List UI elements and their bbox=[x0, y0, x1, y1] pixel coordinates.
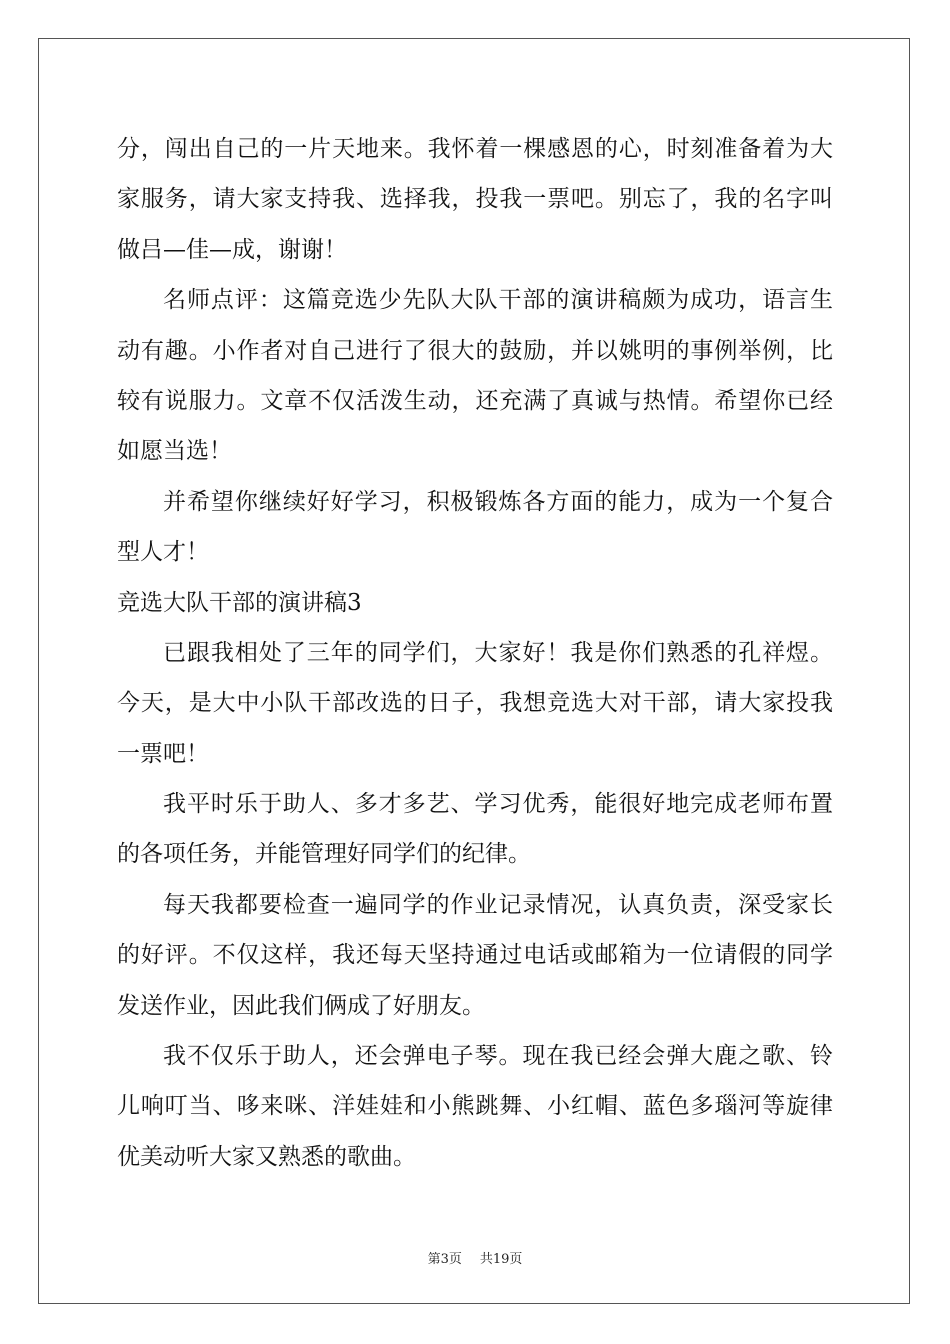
text-line: 优美动听大家又熟悉的歌曲。 bbox=[117, 1143, 416, 1170]
document-body bbox=[117, 124, 833, 1182]
text-line: 动有趣。小作者对自己进行了很大的鼓励，并以姚明的事例举例，比 bbox=[117, 337, 833, 364]
paragraph-start-line: 名师点评：这篇竞选少先队大队干部的演讲稿颇为成功，语言生 bbox=[163, 287, 833, 314]
page-number: 第3页 bbox=[427, 1252, 462, 1267]
text-line: 今天，是大中小队干部改选的日子，我想竞选大对干部，请大家投我 bbox=[117, 690, 833, 717]
text-line: 的各项任务，并能管理好同学们的纪律。 bbox=[117, 841, 531, 868]
page-footer bbox=[0, 1248, 950, 1267]
page-total: 共19页 bbox=[479, 1252, 523, 1267]
paragraph-start-line: 我平时乐于助人、多才多艺、学习优秀，能很好地完成老师布置 bbox=[163, 791, 833, 818]
paragraph-start-line: 并希望你继续好好学习，积极锻炼各方面的能力，成为一个复合 bbox=[163, 488, 833, 515]
section-heading: 竞选大队干部的演讲稿3 bbox=[117, 589, 362, 616]
text-line: 的好评。不仅这样，我还每天坚持通过电话或邮箱为一位请假的同学 bbox=[117, 942, 833, 969]
text-line: 一票吧！ bbox=[117, 740, 209, 767]
text-line: 儿响叮当、哆来咪、洋娃娃和小熊跳舞、小红帽、蓝色多瑙河等旋律 bbox=[117, 1093, 833, 1120]
text-line: 做吕—佳—成，谢谢！ bbox=[117, 236, 347, 263]
text-line: 较有说服力。文章不仅活泼生动，还充满了真诚与热情。希望你已经 bbox=[117, 387, 833, 414]
text-line: 如愿当选！ bbox=[117, 438, 232, 465]
text-line: 家服务，请大家支持我、选择我，投我一票吧。别忘了，我的名字叫 bbox=[117, 186, 833, 213]
text-line: 分，闯出自己的一片天地来。我怀着一棵感恩的心，时刻准备着为大 bbox=[117, 136, 833, 162]
paragraph-start-line: 已跟我相处了三年的同学们，大家好！我是你们熟悉的孔祥煜。 bbox=[163, 639, 833, 666]
paragraph-start-line: 每天我都要检查一遍同学的作业记录情况，认真负责，深受家长 bbox=[163, 891, 833, 918]
paragraph-start-line: 我不仅乐于助人，还会弹电子琴。现在我已经会弹大鹿之歌、铃 bbox=[163, 1043, 833, 1070]
text-line: 型人才！ bbox=[117, 539, 209, 566]
text-line: 发送作业，因此我们俩成了好朋友。 bbox=[117, 992, 485, 1019]
